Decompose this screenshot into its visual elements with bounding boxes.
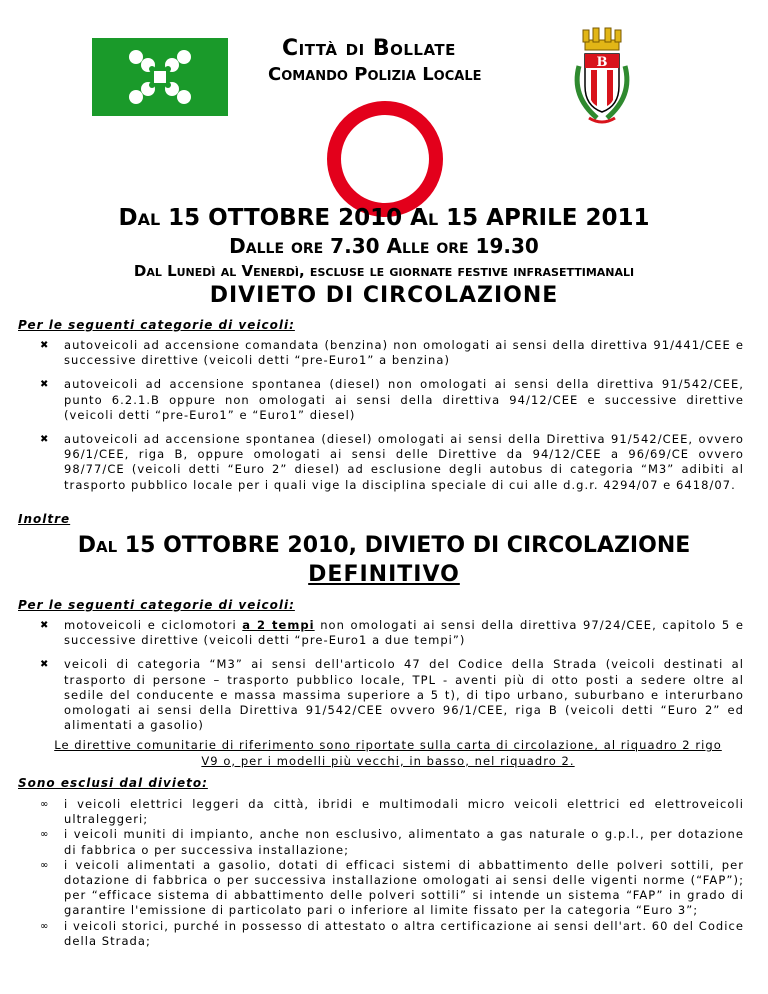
directives-note: Le direttive comunitarie di riferimento sono riportate sulla carta di circolazione, al riquadro 2 rigo V9 o, per i modelli più vecchi, in basso, nel riquadro 2.	[54, 738, 722, 768]
definitive-categories-list	[0, 618, 768, 742]
exclusions-heading: Sono esclusi dal divieto:	[18, 776, 208, 790]
definitive-ban-heading: Dal 15 OTTOBRE 2010, DIVIETO DI CIRCOLAZIONE	[77, 533, 691, 558]
command-name: Comando Polizia Locale	[268, 64, 482, 85]
vehicle-categories-subheading-2: Per le seguenti categorie di veicoli:	[18, 598, 295, 612]
infinity-bullet-icon: ∞	[40, 859, 50, 871]
ban-period-heading: Dal 15 OTTOBRE 2010 Al 15 APRILE 2011	[118, 205, 650, 231]
list-item: ✖ motoveicoli e ciclomotori a 2 tempi non omologati ai sensi della direttiva 97/24/CEE, capitolo 5 e successive direttive (veicoli detti “pre-Euro1 a due tempi”)	[40, 618, 744, 648]
svg-text:B: B	[596, 55, 608, 70]
bollate-crest-logo	[567, 26, 637, 128]
city-name: Città di Bollate	[282, 36, 456, 61]
infinity-bullet-icon: ∞	[40, 799, 50, 810]
definitive-ban-title: DEFINITIVO	[308, 562, 460, 587]
bullet-icon: ✖	[40, 620, 50, 631]
vehicle-categories-list	[0, 338, 768, 502]
list-item: ✖ veicoli di categoria “M3” ai sensi dell'articolo 47 del Codice della Strada (veicoli destinati al trasporto di persone – trasporto pubblico locale, TPL - aventi più di otto posti a sedere oltre al sedile del conducente e massa massima superiore a 5 t), di tipo urbano, suburbano e interurbano omologati ai sensi della Direttiva 91/542/CEE ovvero 96/1/CEE, riga B (veicoli detti “Euro 2” ed alimentati a gasolio)	[40, 657, 744, 733]
list-item: ∞ i veicoli muniti di impianto, anche non esclusivo, alimentato a gas naturale o g.p.l., per dotazione di fabbrica o per successiva installazione;	[40, 827, 744, 857]
infinity-bullet-icon: ∞	[40, 829, 50, 841]
bullet-icon: ✖	[40, 434, 50, 446]
bullet-icon: ✖	[40, 340, 50, 351]
infinity-bullet-icon: ∞	[40, 920, 50, 932]
bullet-icon: ✖	[40, 379, 50, 391]
ban-days-heading: Dal Lunedì al Venerdì, escluse le giornate festive infrasettimanali	[133, 262, 635, 280]
list-item: ∞ i veicoli alimentati a gasolio, dotati di efficaci sistemi di abbattimento delle polveri sottili, per dotazione di fabbrica o per successiva installazione omologati ai sensi delle vigenti norme (“FAP”); per “efficace sistema di abbattimento delle polveri sottili” si intende un sistema “FAP” in grado di garantire l'emissione di particolato pari o inferiore al limite fissato per la categoria “Euro 3”;	[40, 857, 744, 918]
list-item: ∞ i veicoli storici, purché in possesso di attestato o altra certificazione ai sensi dell'art. 60 del Codice della Strada;	[40, 918, 744, 948]
list-item: ∞ i veicoli elettrici leggeri da città, ibridi e multimodali micro veicoli elettrici ed elettroveicoli ultraleggeri;	[40, 797, 744, 827]
exclusions-list	[0, 797, 768, 949]
document-header	[0, 0, 768, 190]
no-vehicles-sign-icon	[326, 100, 444, 218]
list-item: ✖ autoveicoli ad accensione comandata (benzina) non omologati ai sensi della direttiva 91/441/CEE e successive direttive (veicoli detti “pre-Euro1” a benzina)	[40, 338, 744, 368]
lombardy-flag-logo	[92, 38, 228, 116]
ban-hours-heading: Dalle ore 7.30 Alle ore 19.30	[229, 234, 539, 258]
inoltre-label: Inoltre	[18, 512, 71, 526]
ban-title: DIVIETO DI CIRCOLAZIONE	[209, 283, 559, 308]
vehicle-categories-subheading: Per le seguenti categorie di veicoli:	[18, 318, 295, 332]
list-item: ✖ autoveicoli ad accensione spontanea (diesel) omologati ai sensi della Direttiva 91/542/CEE, ovvero 96/1/CEE, riga B, oppure omologati ai sensi delle Direttive da 94/12/CEE a 96/69/CE ovvero 98/77/CE (veicoli detti “Euro 2” diesel) ad esclusione degli autobus di categoria “M3” adibiti al trasporto pubblico locale per i quali vige la disciplina speciale di cui alle d.g.r. 4294/07 e 6418/07.	[40, 432, 744, 492]
bullet-icon: ✖	[40, 659, 50, 671]
list-item: ✖ autoveicoli ad accensione spontanea (diesel) non omologati ai sensi della direttiva 91/542/CEE, punto 6.2.1.B oppure non omologati ai sensi della direttiva 94/12/CEE e successive direttive (veicoli detti “pre-Euro1” e “Euro1” diesel)	[40, 377, 744, 422]
